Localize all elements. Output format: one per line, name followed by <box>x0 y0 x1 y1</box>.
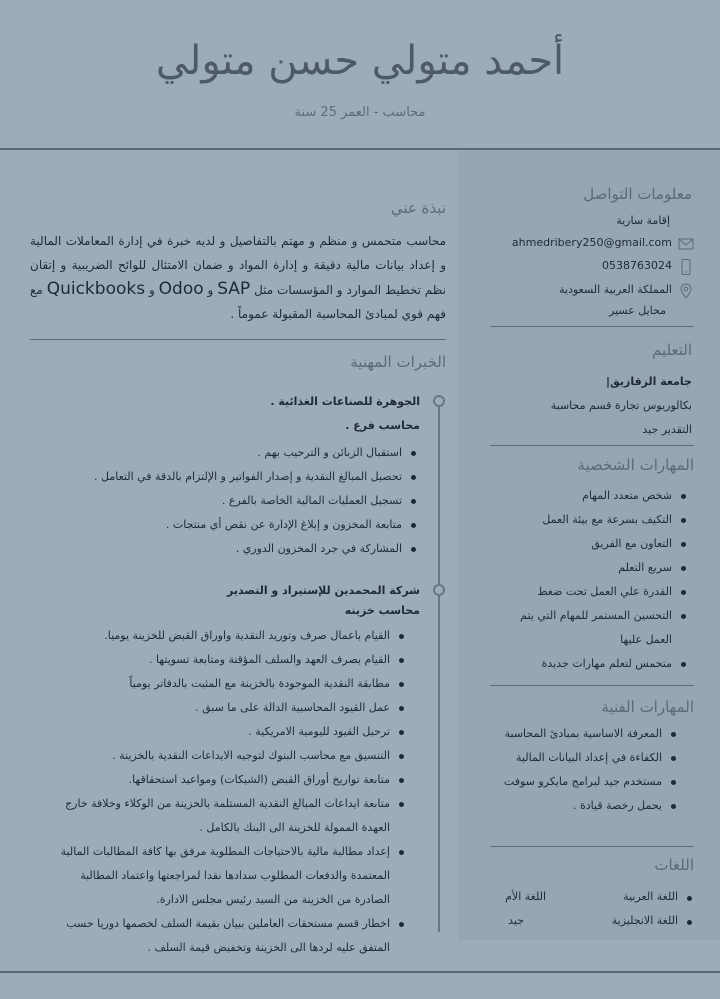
list-item: متابعة ايداعات المبالغ النقدية المستلمة بالخزينة من الوكلاء وخلافة خارج العهدة الممولة للخزينة الى البنك بالكامل . <box>42 792 408 840</box>
list-item: عمل القيود المحاسبية الدالة على ما سبق . <box>42 696 408 720</box>
about-divider <box>30 339 446 340</box>
list-item: متحمس لتعلم مهارات جديدة <box>500 652 690 676</box>
footer-divider <box>0 971 720 973</box>
list-item: القيام بصرف العهد والسلف المؤقتة ومتابعة تسويتها . <box>42 648 408 672</box>
about-text-part: و <box>145 283 159 297</box>
list-item: المشاركة في جرد المخزون الدوري . <box>60 537 420 561</box>
language-level: اللغة الأم <box>505 890 546 903</box>
residence-text: إقامة سارية <box>616 214 670 227</box>
contact-title: معلومات التواصل <box>583 185 692 203</box>
job-role: محاسب فرع . <box>345 419 420 432</box>
list-item: مطابقة النقدية الموجودة بالخزينة مع المثبت بالدفاتر يومياً <box>42 672 408 696</box>
about-text-part: مع فهم قوي لمبادئ المحاسبة المقبولة عموماً . <box>30 283 446 321</box>
list-item: تسجيل العمليات المالية الخاصة بالفرع . <box>60 489 420 513</box>
person-name: أحمد متولي حسن متولي <box>155 38 565 84</box>
technical-skills-list <box>480 722 680 818</box>
degree-text: بكالوريوس تجارة قسم محاسبة <box>550 399 692 412</box>
country-text: المملكة العربية السعودية <box>559 283 672 296</box>
contact-location-row <box>500 281 696 301</box>
timeline-dot <box>433 395 445 407</box>
grade-text: التقدير جيد <box>642 423 692 436</box>
contact-email-row <box>500 234 696 254</box>
list-item: التحسين المستمر للمهام التي يتم العمل عليها <box>500 604 690 652</box>
header <box>0 0 720 150</box>
list-item: متابعة المخزون و إبلاغ الإدارة عن نقص أي منتجات . <box>60 513 420 537</box>
list-item: المعرفة الاساسية بمبادئ المحاسبة <box>480 722 680 746</box>
technical-skills-title: المهارات الفنية <box>601 698 694 716</box>
list-item: شخص متعدد المهام <box>500 484 690 508</box>
language-row <box>490 914 696 936</box>
language-level: جيد <box>508 914 524 927</box>
university-text: جامعة الزقازيق| <box>605 375 692 388</box>
list-item: مستخدم جيد لبرامج مايكرو سوفت <box>480 770 680 794</box>
phone-text[interactable]: 0538763024 <box>602 259 672 272</box>
job-role: محاسب خزينه <box>344 604 420 617</box>
list-item: القدرة علي العمل تحت ضغط <box>500 580 690 604</box>
language-name: اللغة الانجليزية <box>612 914 696 927</box>
education-title: التعليم <box>652 341 692 359</box>
contact-phone-row <box>500 257 696 277</box>
city-text: محايل عسير <box>609 304 666 317</box>
list-item: يحمل رخصة قيادة . <box>480 794 680 818</box>
list-item: إعداد مطالبة مالية بالاحتياجات المطلوبة مرفق بها كافة المطالبات المالية المعتمدة والدفعات المطلوب سدادها نقدا لمراجعتها واعتماد المطالبة الصادرة من الخزينة من السيد رئيس مجلس الادارة. <box>42 840 408 912</box>
list-item: القيام باعمال صرف وتوريد النقدية واوراق القبض للخزينة يوميا. <box>42 624 408 648</box>
sidebar-divider <box>490 685 694 686</box>
list-item: متابعة تواريخ أوراق القبض (الشيكات) ومواعيد استحقاقها. <box>42 768 408 792</box>
sidebar-divider <box>490 326 694 327</box>
language-row <box>490 890 696 912</box>
sidebar-divider <box>490 445 694 446</box>
phone-icon <box>678 259 694 275</box>
list-item: سريع التعلم <box>500 556 690 580</box>
language-name: اللغة العربية <box>623 890 696 903</box>
list-item: تحصيل المبالغ النقدية و إصدار الفواتير و الإلتزام بالدقة في التعامل . <box>60 465 420 489</box>
about-text-part: و <box>203 283 218 297</box>
job-subtitle: محاسب - العمر 25 سنة <box>294 105 426 120</box>
quickbooks-text: Quickbooks <box>46 279 146 299</box>
list-item: التكيف بسرعة مع بيئة العمل <box>500 508 690 532</box>
timeline-dot <box>433 584 445 596</box>
company-name: الجوهرة للصناعات الغذائية . <box>270 395 420 408</box>
list-item: اخطار قسم مستحقات العاملين ببيان بقيمة السلف لخصمها دوريا حسب المتفق عليه لردها الى الخزينة وتخفيض قيمة السلف . <box>42 912 408 960</box>
company-name: شركة المحمدين للإستيراد و التصدير <box>227 584 420 597</box>
about-text-part: محاسب متحمس و منظم و مهتم بالتفاصيل و لديه خبرة في إدارة المعاملات المالية و إعداد بيانات مالية دقيقة و إدارة المواد و ضمان الامتثال للوائح الضريبية و إتقان نظم تخطيط الموارد و المؤسسات مثل <box>30 234 446 297</box>
personal-skills-title: المهارات الشخصية <box>577 456 694 474</box>
list-item: استقبال الزبائن و الترحيب بهم . <box>60 441 420 465</box>
mail-icon <box>678 236 694 252</box>
languages-title: اللغات <box>654 856 694 874</box>
timeline-line <box>438 400 440 932</box>
sidebar-divider <box>490 846 694 847</box>
location-pin-icon <box>678 283 694 299</box>
experience-title: الخبرات المهنية <box>350 353 446 371</box>
odoo-text: Odoo <box>158 279 204 299</box>
list-item: ترحيل القيود لليومية الامريكية . <box>42 720 408 744</box>
duties-list <box>60 441 420 561</box>
list-item: التعاون مع الفريق <box>500 532 690 556</box>
sap-text: SAP <box>217 279 251 299</box>
email-text[interactable]: ahmedribery250@gmail.com <box>511 236 672 249</box>
list-item: التنسيق مع محاسب البنوك لتوجيه الايداعات النقدية بالخزينة . <box>42 744 408 768</box>
about-title: نبذة عني <box>390 199 446 217</box>
about-text <box>30 229 446 326</box>
personal-skills-list <box>500 484 690 676</box>
list-item: الكفاءة في إعداد البيانات المالية <box>480 746 680 770</box>
duties-list <box>42 624 408 960</box>
